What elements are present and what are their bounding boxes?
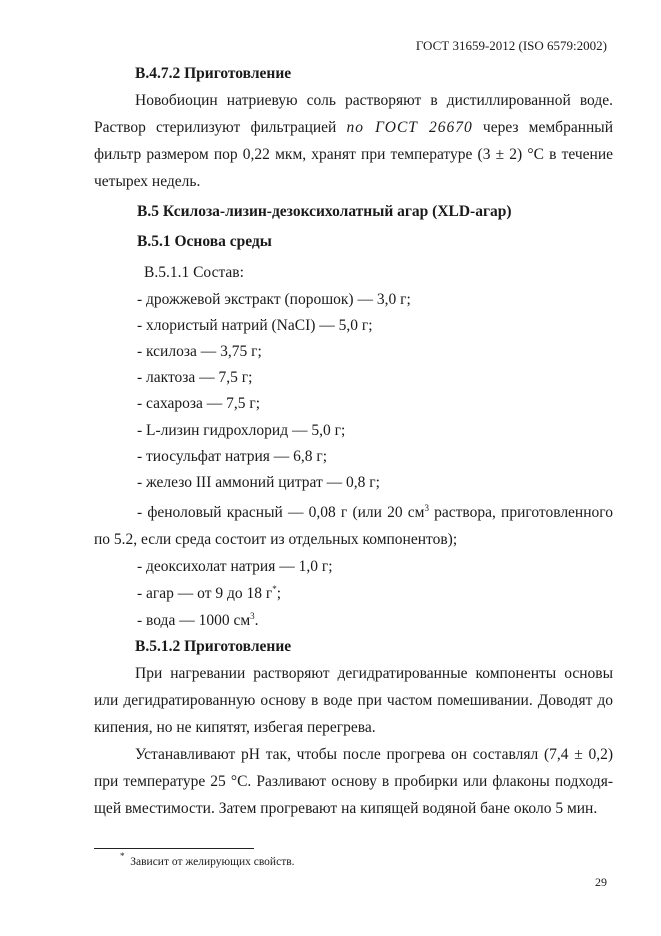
para1-line2: Раствор стерилизуют фильтрацией по ГОСТ 26670 через мембранный (94, 119, 613, 136)
heading-b512: В.5.1.2 Приготовление (135, 638, 292, 655)
list-item: - ксилоза — 3,75 г; (137, 343, 262, 360)
list-item: - лактоза — 7,5 г; (137, 369, 253, 386)
para2-line1: При нагревании растворяют дегидратированные компоненты основы (135, 665, 613, 682)
heading-b511: В.5.1.1 Состав: (144, 264, 244, 281)
footnote-divider (94, 848, 254, 849)
list-item: - железо III аммоний цитрат — 0,8 г; (137, 474, 380, 491)
page-number: 29 (595, 875, 607, 889)
para3-line3: щей вместимости. Затем прогревают на кипящей водяной бане около 5 мин. (94, 800, 598, 817)
para2-line3: кипения, но не кипятят, избегая перегрева. (94, 719, 376, 736)
list-item-water: - вода — 1000 $см^3$. (137, 611, 259, 629)
document-header: ГОСТ 31659-2012 (ISO 6579:2002) (415, 38, 607, 53)
list-item-agar: - агар — от 9 до 18 г*; (137, 584, 282, 602)
list-item-deoxycholate: - деоксихолат натрия — 1,0 г; (137, 558, 333, 575)
para2-line2: или дегидратированную основу в воде при частом помешивании. Доводят до (94, 692, 613, 709)
para1-line1: Новобиоцин натриевую соль растворяют в дистиллированной воде. (135, 92, 613, 109)
para3-line1: Устанавливают рН так, чтобы после прогрева он составлял (7,4 ± 0,2) (135, 746, 613, 763)
heading-b5: В.5 Ксилоза-лизин-дезоксихолатный агар (XLD-агар) (137, 203, 512, 220)
list-item-phenol: - феноловый красный — 0,08 г (или 20 $см^3$ раствора, приготовленного (137, 503, 613, 521)
list-item: - тиосульфат натрия — 6,8 г; (137, 448, 328, 465)
list-item: - сахароза — 7,5 г; (137, 395, 261, 412)
para3-line2: при температуре 25 °С. Разливают основу в пробирки или флаконы подходя- (94, 773, 613, 790)
heading-b51: В.5.1 Основа среды (137, 233, 272, 250)
list-item: - хлористый натрий (NaCI) — 5,0 г; (137, 317, 373, 334)
para1-line3: фильтр размером пор 0,22 мкм, хранят при температуре (3 ± 2) °С в течение (94, 146, 613, 163)
footnote: * Зависит от желирующих свойств. (120, 851, 295, 868)
para1-line4: четырех недель. (94, 173, 201, 190)
heading-b472: В.4.7.2 Приготовление (135, 65, 292, 82)
list-item: - L-лизин гидрохлорид — 5,0 г; (137, 422, 346, 439)
list-item: - дрожжевой экстракт (порошок) — 3,0 г; (137, 291, 411, 308)
list-item-phenol-cont: по 5.2, если среда состоит из отдельных компонентов); (94, 531, 458, 548)
